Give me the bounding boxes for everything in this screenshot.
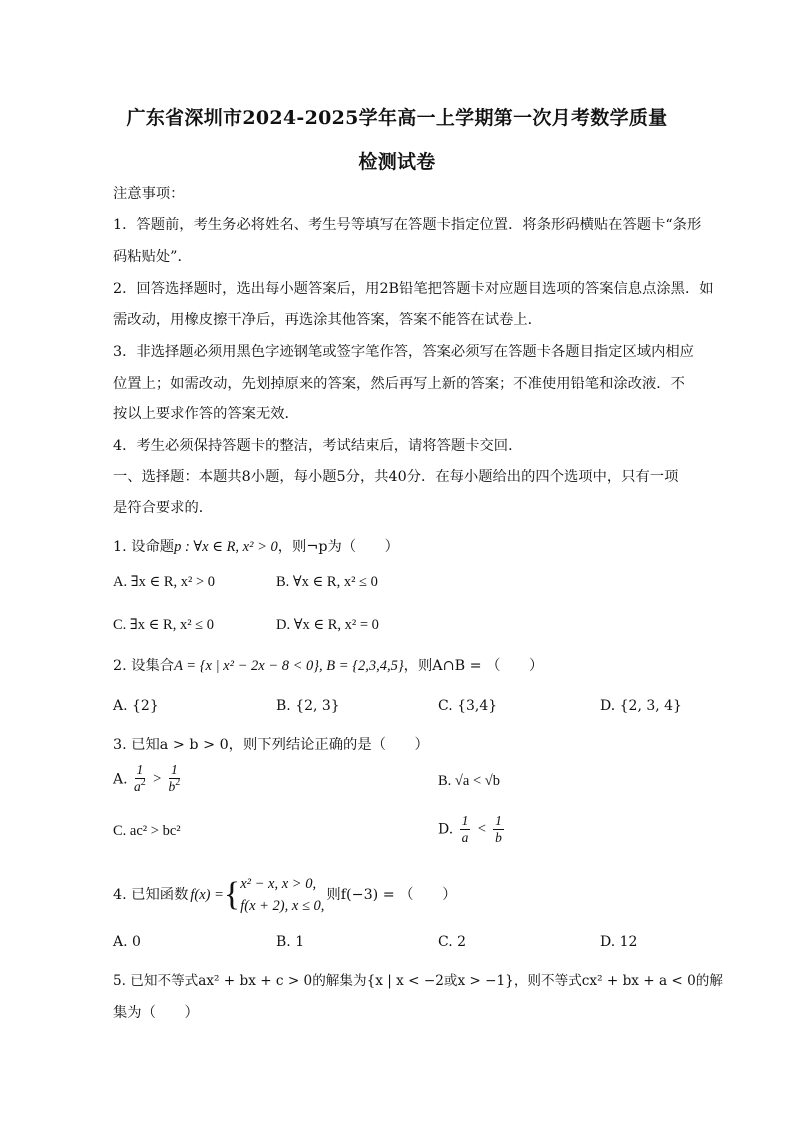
notice-line: 按以上要求作答的答案无效． [113, 406, 299, 422]
question-2-stem [113, 656, 698, 676]
option-label: D. [438, 821, 454, 838]
question-2-math: A = {x | x² − 2x − 8 < 0}, B = {2,3,4,5} [174, 658, 404, 674]
question-4-prefix: 4. 已知函数 [113, 887, 189, 903]
question-1-stem [113, 537, 698, 557]
question-4-stem [113, 870, 698, 920]
question-4-option-a[interactable]: A. 0 [113, 934, 141, 950]
exam-title-line1: 广东省深圳市2024-2025学年高一上学期第一次月考数学质量 [126, 107, 668, 129]
case-1: x² − x, x > 0, [240, 876, 317, 892]
question-2-option-c[interactable]: C. {3,4} [438, 698, 498, 714]
piecewise-cases [240, 873, 324, 917]
question-3-stem: 3. 已知a > b > 0，则下列结论正确的是（ ） [113, 737, 429, 753]
question-4-option-b[interactable]: B. 1 [276, 934, 305, 950]
fraction-1-over-a: $\frac{1}{a}$ [461, 813, 469, 845]
question-1-option-a[interactable]: A. ∃x ∈ R, x² > 0 [113, 574, 216, 590]
question-1-math: p : ∀x ∈ R, x² > 0 [174, 539, 278, 555]
fraction-1-over-b: $\frac{1}{b}$ [495, 813, 502, 845]
section-heading: 一、选择题：本题共8小题，每小题5分，共40分．在每小题给出的四个选项中，只有一项 [113, 469, 679, 485]
question-1-prefix: 1. 设命题 [113, 539, 175, 555]
question-2-option-a[interactable]: A. {2} [113, 698, 159, 714]
notice-line: 2．回答选择题时，选出每小题答案后，用2B铅笔把答题卡对应题目选项的答案信息点涂黑．如 [113, 281, 714, 297]
option-label: A. [113, 771, 128, 788]
exam-title-line2: 检测试卷 [358, 151, 436, 173]
question-2-suffix: ，则A∩B = （ ） [403, 658, 544, 674]
question-2-option-b[interactable]: B. {2, 3} [276, 698, 340, 714]
notice-line: 3．非选择题必须用黑色字迹钢笔或签字笔作答，答案必须写在答题卡各题目指定区域内相应 [113, 344, 694, 360]
notice-heading: 注意事项： [113, 186, 185, 202]
fraction-1-over-b2: $\frac{1}{b^2}$ [168, 762, 181, 794]
case-2: f(x + 2), x ≤ 0, [240, 898, 325, 914]
question-3-option-d[interactable]: D. $\frac{1}{a}$ < $\frac{1}{b}$ [438, 813, 502, 845]
question-3-option-b[interactable]: B. √a < √b [438, 773, 500, 789]
question-2-option-d[interactable]: D. {2, 3, 4} [600, 698, 682, 714]
notice-line: 4．考生必须保持答题卡的整洁，考试结束后，请将答题卡交回． [113, 438, 523, 454]
question-3-option-a[interactable]: A. $\frac{1}{a^2}$ > $\frac{1}{b^2}$ [113, 762, 182, 797]
question-4-option-d[interactable]: D. 12 [600, 934, 638, 950]
notice-line: 码粘贴处”． [113, 249, 192, 265]
notice-line: 需改动，用橡皮擦干净后，再选涂其他答案，答案不能答在试卷上． [113, 312, 542, 328]
question-4-option-c[interactable]: C. 2 [438, 934, 467, 950]
section-heading-cont: 是符合要求的． [113, 500, 214, 516]
question-3-option-c[interactable]: C. ac² > bc² [113, 823, 181, 839]
notice-line: 1．答题前，考生务必将姓名、考生号等填写在答题卡指定位置．将条形码横贴在答题卡“条形 [113, 217, 702, 233]
fraction-1-over-a2: $\frac{1}{a^2}$ [134, 762, 146, 794]
question-4-function: f(x) = [190, 887, 224, 903]
question-5-stem: 5. 已知不等式ax² + bx + c > 0的解集为{x | x < −2或x > −1}，则不等式cx² + bx + a < 0的解 [113, 973, 723, 989]
question-1-suffix: ，则¬p为（ ） [277, 539, 399, 555]
question-1-option-d[interactable]: D. ∀x ∈ R, x² = 0 [276, 617, 379, 633]
question-2-prefix: 2. 设集合 [113, 658, 175, 674]
question-4-suffix: 则f(−3) = （ ） [326, 887, 457, 903]
question-1-option-b[interactable]: B. ∀x ∈ R, x² ≤ 0 [276, 574, 378, 590]
notice-line: 位置上；如需改动，先划掉原来的答案，然后再写上新的答案；不准使用铅笔和涂改液．不 [113, 376, 685, 392]
question-1-option-c[interactable]: C. ∃x ∈ R, x² ≤ 0 [113, 617, 214, 633]
question-5-stem-cont: 集为（ ） [113, 1005, 199, 1021]
piecewise-brace: { [223, 876, 241, 913]
